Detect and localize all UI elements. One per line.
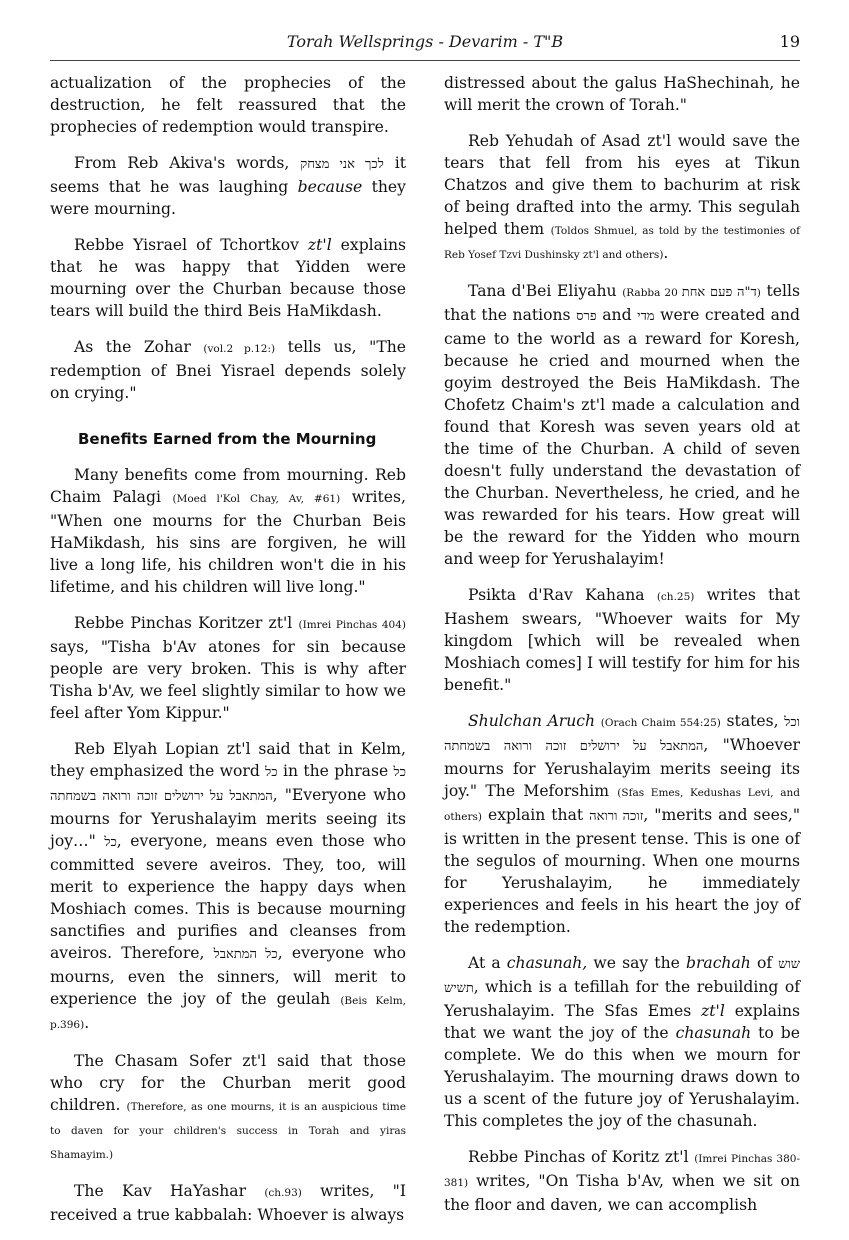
header-rule xyxy=(50,60,800,61)
paragraph: Rebbe Pinchas of Koritz zt'l (Imrei Pinchas 380-381) writes, "On Tisha b'Av, when we sit on the floor and daven, we can accomplish xyxy=(444,1148,800,1214)
source-citation: (vol.2 p.12:) xyxy=(203,343,276,355)
paragraph: The Kav HaYashar (ch.93) writes, "I received a true kabbalah: Whoever is always xyxy=(50,1182,406,1224)
hebrew-text: זוכה ורואה xyxy=(589,809,644,824)
source-citation: (Orach Chaim 554:25) xyxy=(600,717,721,729)
paragraph: Psikta d'Rav Kahana (ch.25) writes that Hashem swears, "Whoever waits for My kingdom [which will be revealed when Moshiach comes] I will testify for him for his benefit." xyxy=(444,586,800,694)
paragraph: Rebbe Yisrael of Tchortkov zt'l explains that he was happy that Yidden were mourning over the Churban because those tears will build the third Beis HaMikdash. xyxy=(50,236,406,320)
running-header xyxy=(50,26,800,58)
hebrew-text: וכל המתאבל על ירושלים זוכה ורואה בשמחתה xyxy=(444,715,801,754)
paragraph: Reb Yehudah of Asad zt'l would save the tears that fell from his eyes at Tikun Chatzos and give them to bachurim at risk of being drafted into the army. This segulah helped them (Toldos Shmuel, as told by the testimonies of Reb Yosef Tzvi Dushinsky zt'l and others). xyxy=(444,132,800,262)
source-citation: (Imrei Pinchas 380-381) xyxy=(444,1153,800,1189)
source-citation: (Therefore, as one mourns, it is an auspicious time to daven for your children's success in Torah and yiras Shamayim.) xyxy=(50,1101,406,1161)
source-citation: (ch.25) xyxy=(656,591,695,603)
hebrew-text: מדי xyxy=(637,309,655,324)
paragraph: Tana d'Bei Eliyahu (Rabba 20 ד"ה פעם אחת) tells that the nations פרס and מדי were created and came to the world as a reward for Koresh, because he cried and mourned when the goyim destroyed the Beis HaMikdash. The Chofetz Chaim's zt'l made a calculation and found that Koresh was seven years old at the time of the Churban. A child of seven doesn't fully understand the devastation of the Churban. Nevertheless, he cried, and he was rewarded for his tears. How great will be the reward for the Yidden who mourn and weep for Yerushalayim! xyxy=(444,282,800,568)
left-column xyxy=(50,72,406,1240)
hebrew-text: כל המתאבל על ירושלים זוכה ורואה בשמחתה xyxy=(50,765,406,804)
paragraph: Shulchan Aruch (Orach Chaim 554:25) states, וכל המתאבל על ירושלים זוכה ורואה בשמחתה, "Whoever mourns for Yerushalayim merits seeing its joy." The Meforshim (Sfas Emes, Kedushas Levi, and others) explain that זוכה ורואה, "merits and sees," is written in the present tense. This is one of the segulos of mourning. When one mourns for Yerushalayim, he immediately experiences and feels in his heart the joy of the redemption. xyxy=(444,712,801,936)
source-citation: (Moed l'Kol Chay, Av, #61) xyxy=(172,493,341,505)
hebrew-text: שוש תשיש xyxy=(444,957,800,996)
source-citation: (Imrei Pinchas 404) xyxy=(298,619,406,631)
paragraph: actualization of the prophecies of the destruction, he felt reassured that the prophecies of redemption would transpire. xyxy=(50,74,406,136)
hebrew-text: פרס xyxy=(576,309,597,324)
source-citation: (ch.93) xyxy=(264,1187,302,1199)
paragraph: From Reb Akiva's words, לכך אני מצחק it seems that he was laughing because they were mourning. xyxy=(50,154,406,218)
source-citation: (Sfas Emes, Kedushas Levi, and others) xyxy=(444,787,800,823)
paragraph: As the Zohar (vol.2 p.12:) tells us, "The redemption of Bnei Yisrael depends solely on crying." xyxy=(50,338,406,402)
paragraph: Rebbe Pinchas Koritzer zt'l (Imrei Pinchas 404) says, "Tisha b'Av atones for sin because people are very broken. This is why after Tisha b'Av, we feel slightly similar to how we feel after Yom Kippur." xyxy=(50,614,406,722)
source-citation: (Beis Kelm, p.396) xyxy=(50,995,406,1031)
page-number: 19 xyxy=(779,32,800,51)
paragraph: At a chasunah, we say the brachah of שוש תשיש, which is a tefillah for the rebuilding of Yerushalayim. The Sfas Emes zt'l explains that we want the joy of the chasunah to be complete. We do this when we mourn for Yerushalayim. The mourning draws down to us a scent of the future joy of Yerushalayim. This completes the joy of the chasunah. xyxy=(444,954,801,1130)
section-heading: Benefits Earned from the Mourning xyxy=(78,430,377,448)
header-title: Torah Wellsprings - Devarim - T"B xyxy=(286,32,564,51)
paragraph: Reb Elyah Lopian zt'l said that in Kelm, they emphasized the word כל in the phrase כל המתאבל על ירושלים זוכה ורואה בשמחתה, "Everyone who mourns for Yerushalayim merits seeing its joy…" כל, everyone, means even those who committed severe aveiros. They, too, will merit to experience the happy days when Moshiach comes. This is because mourning sanctifies and purifies and cleanses from aveiros. Therefore, כל המתאבל, everyone who mourns, even the sinners, will merit to experience the joy of the geulah (Beis Kelm, p.396). xyxy=(50,740,407,1032)
hebrew-text: כל המתאבל xyxy=(213,947,278,962)
paragraph: Many benefits come from mourning. Reb Chaim Palagi (Moed l'Kol Chay, Av, #61) writes, "When one mourns for the Churban Beis HaMikdash, his sins are forgiven, he will live a long life, his children won't die in his lifetime, and his children will live long." xyxy=(50,466,406,596)
hebrew-text: לכך אני מצחק xyxy=(300,157,384,172)
paragraph: The Chasam Sofer zt'l said that those who cry for the Churban merit good children. (Therefore, as one mourns, it is an auspicious time to daven for your children's success in Torah and yiras Shamayim.) xyxy=(50,1052,406,1161)
hebrew-text: כל xyxy=(265,765,278,780)
source-citation: (Rabba 20 ד"ה פעם אחת) xyxy=(622,285,761,300)
paragraph: distressed about the galus HaShechinah, he will merit the crown of Torah." xyxy=(444,74,800,114)
source-citation: (Toldos Shmuel, as told by the testimonies of Reb Yosef Tzvi Dushinsky zt'l and others) xyxy=(444,225,800,261)
hebrew-text: כל xyxy=(104,835,117,850)
right-column xyxy=(444,72,800,1230)
